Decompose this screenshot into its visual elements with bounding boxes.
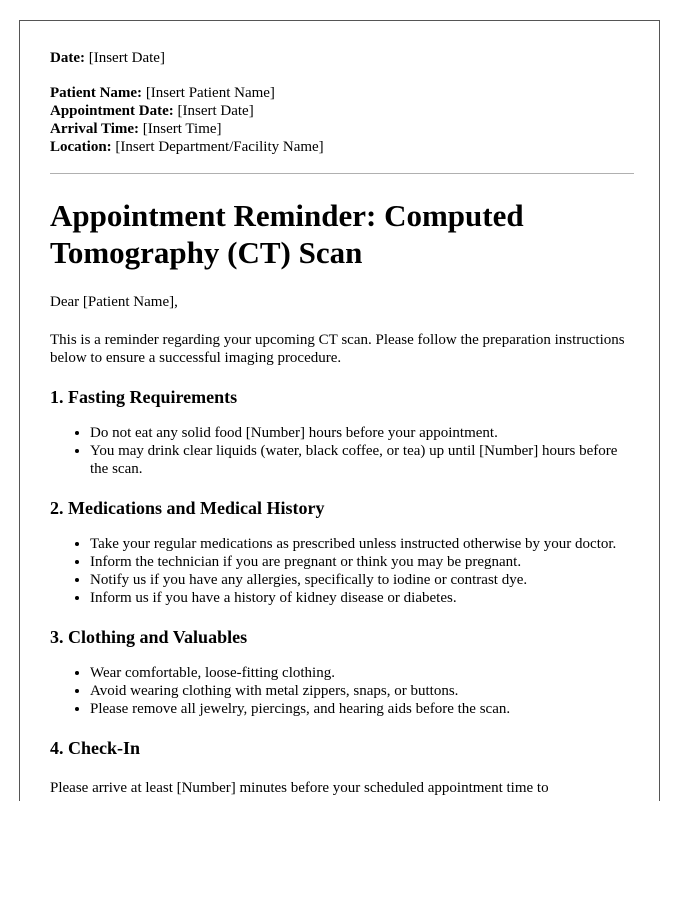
date-value: [Insert Date] [88,50,165,66]
patient-name-line [50,84,634,102]
clothing-list [50,664,634,718]
list-item: • Avoid wearing clothing with metal zippers, snaps, or buttons. [90,682,634,700]
medications-list [50,535,634,607]
date-label: Date: [50,50,85,66]
arrival-time-value: [Insert Time] [142,121,222,137]
list-item: • Wear comfortable, loose-fitting clothing. [90,664,634,682]
list-item: • Take your regular medications as prescribed unless instructed otherwise by your doctor. [90,535,634,553]
check-in-paragraph: Please arrive at least [Number] minutes before your scheduled appointment time to [50,780,549,796]
greeting: Dear [Patient Name], [50,294,178,310]
list-item: • Notify us if you have any allergies, specifically to iodine or contrast dye. [90,571,634,589]
patient-name-label: Patient Name: [50,85,143,101]
header-divider [50,173,634,174]
date-line [50,49,634,67]
page-title: Appointment Reminder: Computed Tomography (CT) Scan [50,198,524,270]
list-item: • Inform the technician if you are pregnant or think you may be pregnant. [90,553,634,571]
location-label: Location: [50,139,112,155]
arrival-time-line [50,120,634,138]
section-title-check-in: 4. Check-In [50,738,141,758]
letter-body [50,49,634,797]
section-title-medications: 2. Medications and Medical History [50,498,325,518]
letter-page [19,20,660,801]
list-item: • You may drink clear liquids (water, black coffee, or tea) up until [Number] hours before the scan. [90,442,634,478]
appointment-date-value: [Insert Date] [177,103,254,119]
list-item: • Inform us if you have a history of kidney disease or diabetes. [90,589,634,607]
arrival-time-label: Arrival Time: [50,121,140,137]
section-title-fasting: 1. Fasting Requirements [50,387,238,407]
patient-name-value: [Insert Patient Name] [145,85,275,101]
appointment-date-label: Appointment Date: [50,103,174,119]
list-item: • Please remove all jewelry, piercings, and hearing aids before the scan. [90,700,634,718]
fasting-list [50,424,634,478]
section-title-clothing: 3. Clothing and Valuables [50,627,248,647]
intro-paragraph: This is a reminder regarding your upcoming CT scan. Please follow the preparation instructions below to ensure a successful imaging procedure. [50,332,625,366]
list-item: • Do not eat any solid food [Number] hours before your appointment. [90,424,634,442]
location-value: [Insert Department/Facility Name] [115,139,324,155]
location-line [50,138,634,156]
appointment-date-line [50,102,634,120]
